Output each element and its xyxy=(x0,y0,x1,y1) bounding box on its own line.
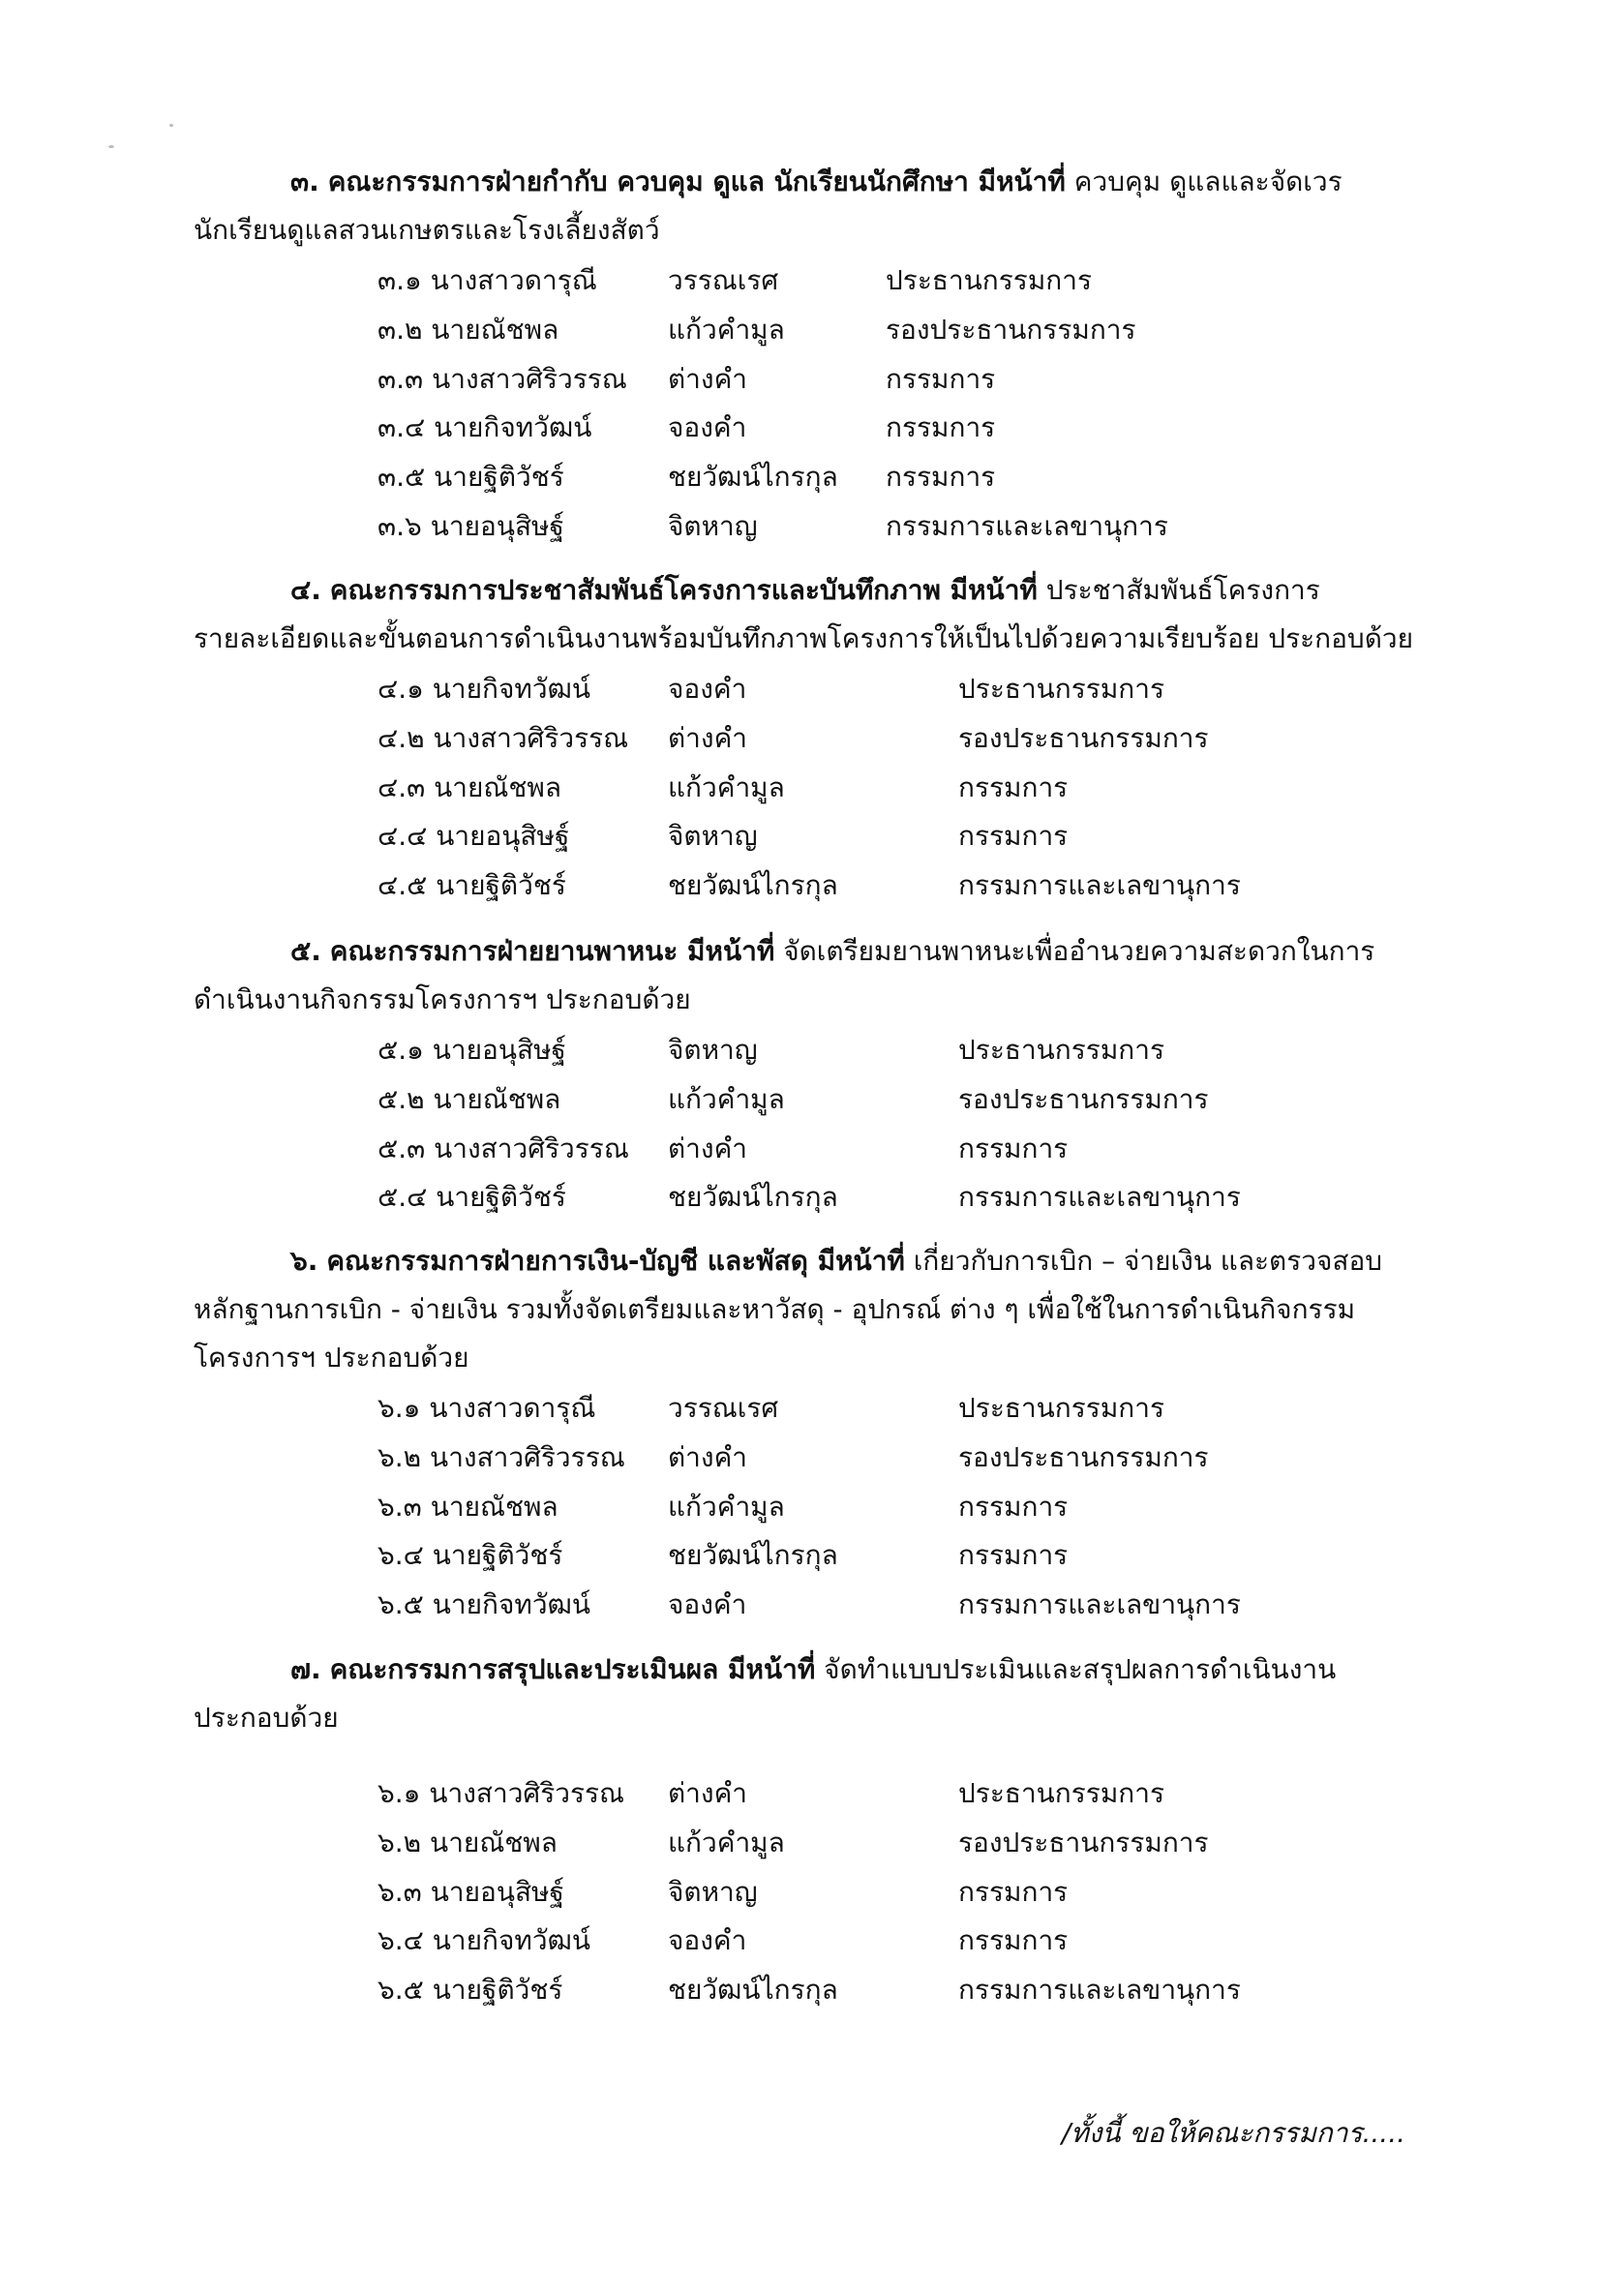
section-intro-line xyxy=(290,158,1413,206)
section-heading-paragraph xyxy=(194,1237,1413,1382)
section-number: ๓. xyxy=(290,166,319,197)
member-role: รองประธานกรรมการ xyxy=(886,314,1136,347)
member-list xyxy=(377,257,1413,551)
member-row xyxy=(377,1769,1413,1819)
section-duty-continuation: หลักฐานการเบิก - จ่ายเงิน รวมทั้งจัดเตรียมและหาวัสดุ - อุปกรณ์ ต่าง ๆ เพื่อใช้ในการดำเนินกิจกรรม xyxy=(194,1293,1356,1325)
section-number: ๔. xyxy=(290,574,321,606)
member-name: ๕.๔ นายฐิติวัชร์ xyxy=(377,1181,566,1214)
member-list xyxy=(377,665,1413,910)
section-duty-text: เกี่ยวกับการเบิก – จ่ายเงิน และตรวจสอบ xyxy=(904,1245,1383,1277)
member-row xyxy=(377,665,1413,714)
section-heading: คณะกรรมการฝ่ายยานพาหนะ มีหน้าที่ xyxy=(329,935,775,967)
member-name: ๖.๔ นายกิจทวัฒน์ xyxy=(377,1924,591,1957)
member-role: กรรมการ xyxy=(958,1875,1069,1908)
section-duty-continuation: นักเรียนดูแลสวนเกษตรและโรงเลี้ยงสัตว์ xyxy=(194,214,660,246)
member-name: ๔.๓ นายณัชพล xyxy=(377,770,562,803)
member-surname: ชยวัฒน์ไกรกุล xyxy=(668,869,838,902)
member-role: กรรมการ xyxy=(886,461,996,494)
member-role: กรรมการและเลขานุการ xyxy=(886,509,1168,542)
member-surname: วรรณเรศ xyxy=(668,1392,779,1425)
member-name: ๓.๖ นายอนุสิษฐ์ xyxy=(377,509,564,542)
section-intro-line xyxy=(290,1237,1413,1285)
member-name: ๖.๓ นายณัชพล xyxy=(377,1490,558,1523)
section-intro-line xyxy=(290,927,1413,976)
member-name: ๓.๕ นายฐิติวัชร์ xyxy=(377,461,564,494)
member-name: ๓.๑ นางสาวดารุณี xyxy=(377,264,597,297)
section-duty-continuation: รายละเอียดและขั้นตอนการดำเนินงานพร้อมบันทึกภาพโครงการให้เป็นไปด้วยความเรียบร้อย ประกอบด้วย xyxy=(194,622,1414,654)
member-row xyxy=(377,501,1413,551)
member-row xyxy=(377,1075,1413,1125)
member-row xyxy=(377,453,1413,502)
member-role: กรรมการ xyxy=(886,362,996,395)
member-role: ประธานกรรมการ xyxy=(958,673,1165,706)
member-role: รองประธานกรรมการ xyxy=(958,722,1209,755)
member-surname: แก้วคำมูล xyxy=(668,1490,785,1523)
member-role: รองประธานกรรมการ xyxy=(958,1083,1209,1116)
member-surname: จองคำ xyxy=(668,673,747,706)
member-name: ๖.๒ นายณัชพล xyxy=(377,1827,558,1859)
member-surname: จิตหาญ xyxy=(668,1034,758,1067)
member-surname: ต่างคำ xyxy=(668,1777,748,1810)
member-role: รองประธานกรรมการ xyxy=(958,1827,1209,1859)
member-surname: แก้วคำมูล xyxy=(668,770,785,803)
member-row xyxy=(377,1026,1413,1075)
section-heading-paragraph xyxy=(194,158,1413,255)
member-name: ๕.๓ นางสาวศิริวรรณ xyxy=(377,1132,629,1164)
member-surname: จิตหาญ xyxy=(668,820,758,853)
member-row xyxy=(377,1581,1413,1630)
member-row xyxy=(377,1384,1413,1434)
member-name: ๖.๒ นางสาวศิริวรรณ xyxy=(377,1441,625,1474)
member-row xyxy=(377,1531,1413,1581)
member-role: กรรมการ xyxy=(958,1539,1069,1572)
member-name: ๔.๑ นายกิจทวัฒน์ xyxy=(377,673,591,706)
section-duty-continuation: ดำเนินงานกิจกรรมโครงการฯ ประกอบด้วย xyxy=(194,983,691,1015)
section-heading: คณะกรรมการประชาสัมพันธ์โครงการและบันทึกภาพ มีหน้าที่ xyxy=(329,574,1038,606)
member-role: ประธานกรรมการ xyxy=(958,1034,1165,1067)
scan-speck xyxy=(108,145,114,148)
member-surname: ต่างคำ xyxy=(668,1441,748,1474)
member-list xyxy=(377,1769,1413,2014)
member-surname: ชยวัฒน์ไกรกุล xyxy=(668,1539,838,1572)
member-row xyxy=(377,1917,1413,1966)
member-surname: จองคำ xyxy=(668,1924,747,1957)
member-role: รองประธานกรรมการ xyxy=(958,1441,1209,1474)
member-role: กรรมการและเลขานุการ xyxy=(958,1181,1241,1214)
member-row xyxy=(377,812,1413,861)
committee-section-5 xyxy=(194,927,1413,1223)
member-row xyxy=(377,861,1413,911)
member-row xyxy=(377,257,1413,306)
member-surname: จิตหาญ xyxy=(668,1875,758,1908)
section-heading-paragraph xyxy=(194,1646,1413,1742)
member-role: ประธานกรรมการ xyxy=(958,1777,1165,1810)
member-name: ๓.๓ นางสาวศิริวรรณ xyxy=(377,362,627,395)
member-name: ๖.๓ นายอนุสิษฐ์ xyxy=(377,1875,564,1908)
member-surname: ชยวัฒน์ไกรกุล xyxy=(668,1974,838,2007)
member-row xyxy=(377,1867,1413,1917)
section-duty-text: ควบคุม ดูแลและจัดเวร xyxy=(1065,166,1343,197)
member-name: ๓.๒ นายณัชพล xyxy=(377,314,559,347)
member-role: กรรมการ xyxy=(886,411,996,444)
member-role: กรรมการและเลขานุการ xyxy=(958,1974,1241,2007)
section-duty-text: จัดทำแบบประเมินและสรุปผลการดำเนินงาน xyxy=(815,1653,1337,1685)
member-row xyxy=(377,1966,1413,2015)
member-row xyxy=(377,1173,1413,1223)
committee-section-3 xyxy=(194,158,1413,551)
section-intro-line xyxy=(290,1646,1413,1694)
section-heading-paragraph xyxy=(194,566,1413,663)
member-role: กรรมการ xyxy=(958,770,1069,803)
section-number: ๗. xyxy=(290,1653,321,1685)
section-heading: คณะกรรมการสรุปและประเมินผล มีหน้าที่ xyxy=(329,1653,816,1685)
member-role: กรรมการ xyxy=(958,1924,1069,1957)
member-row xyxy=(377,763,1413,812)
member-list xyxy=(377,1384,1413,1629)
section-heading: คณะกรรมการฝ่ายกำกับ ควบคุม ดูแล นักเรียนนักศึกษา มีหน้าที่ xyxy=(327,166,1066,197)
section-intro-line xyxy=(290,566,1413,615)
member-name: ๖.๑ นางสาวดารุณี xyxy=(377,1392,596,1425)
member-name: ๖.๑ นางสาวศิริวรรณ xyxy=(377,1777,625,1810)
committee-section-7 xyxy=(194,1646,1413,2014)
member-name: ๕.๑ นายอนุสิษฐ์ xyxy=(377,1034,567,1067)
member-name: ๔.๔ นายอนุสิษฐ์ xyxy=(377,820,570,853)
scan-speck xyxy=(169,124,173,127)
member-name: ๔.๒ นางสาวศิริวรรณ xyxy=(377,722,629,755)
member-row xyxy=(377,1819,1413,1868)
member-row xyxy=(377,1124,1413,1173)
member-surname: ต่างคำ xyxy=(668,362,748,395)
member-role: ประธานกรรมการ xyxy=(886,264,1093,297)
member-surname: ชยวัฒน์ไกรกุล xyxy=(668,461,838,494)
committee-section-4 xyxy=(194,566,1413,910)
section-number: ๕. xyxy=(290,935,321,967)
member-surname: แก้วคำมูล xyxy=(668,1827,785,1859)
section-duty-continuation: โครงการฯ ประกอบด้วย xyxy=(194,1342,469,1374)
member-role: กรรมการ xyxy=(958,1132,1069,1164)
member-name: ๕.๒ นายณัชพล xyxy=(377,1083,561,1116)
member-role: ประธานกรรมการ xyxy=(958,1392,1165,1425)
member-surname: ชยวัฒน์ไกรกุล xyxy=(668,1181,838,1214)
member-surname: ต่างคำ xyxy=(668,722,748,755)
member-row xyxy=(377,306,1413,355)
section-duty-continuation: ประกอบด้วย xyxy=(194,1702,339,1734)
member-row xyxy=(377,1434,1413,1483)
member-role: กรรมการ xyxy=(958,820,1069,853)
section-heading-paragraph xyxy=(194,927,1413,1024)
member-surname: จองคำ xyxy=(668,411,747,444)
member-surname: จิตหาญ xyxy=(668,509,758,542)
continuation-note: /ทั้งนี้ ขอให้คณะกรรมการ..... xyxy=(1061,2117,1405,2149)
member-role: กรรมการ xyxy=(958,1490,1069,1523)
member-role: กรรมการและเลขานุการ xyxy=(958,1588,1241,1621)
member-name: ๔.๕ นายฐิติวัชร์ xyxy=(377,869,566,902)
committee-section-6 xyxy=(194,1237,1413,1629)
section-duty-text: จัดเตรียมยานพาหนะเพื่ออำนวยความสะดวกในการ xyxy=(774,935,1375,967)
member-name: ๖.๕ นายกิจทวัฒน์ xyxy=(377,1588,591,1621)
member-name: ๖.๕ นายฐิติวัชร์ xyxy=(377,1974,563,2007)
member-row xyxy=(377,404,1413,453)
member-role: กรรมการและเลขานุการ xyxy=(958,869,1241,902)
member-surname: แก้วคำมูล xyxy=(668,314,785,347)
member-row xyxy=(377,1482,1413,1531)
member-surname: จองคำ xyxy=(668,1588,747,1621)
member-surname: วรรณเรศ xyxy=(668,264,779,297)
section-number: ๖. xyxy=(290,1245,318,1277)
member-surname: แก้วคำมูล xyxy=(668,1083,785,1116)
section-duty-text: ประชาสัมพันธ์โครงการ xyxy=(1037,574,1320,606)
member-row xyxy=(377,354,1413,404)
member-surname: ต่างคำ xyxy=(668,1132,748,1164)
member-name: ๖.๔ นายฐิติวัชร์ xyxy=(377,1539,563,1572)
member-name: ๓.๔ นายกิจทวัฒน์ xyxy=(377,411,592,444)
member-list xyxy=(377,1026,1413,1223)
member-row xyxy=(377,714,1413,764)
section-heading: คณะกรรมการฝ่ายการเงิน-บัญชี และพัสดุ มีหน้าที่ xyxy=(326,1245,905,1277)
